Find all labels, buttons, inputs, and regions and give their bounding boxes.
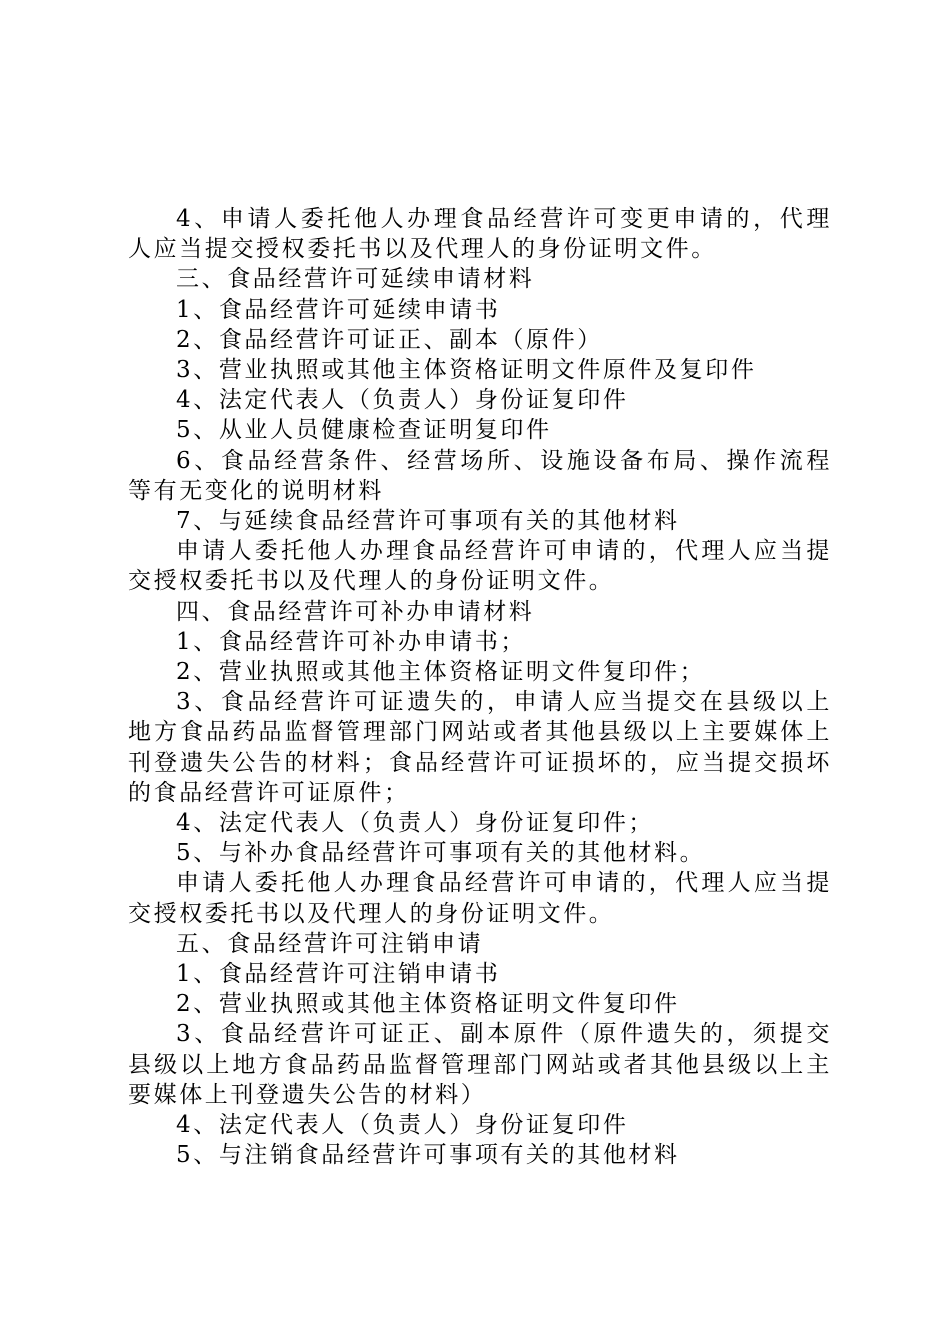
reissue-item-5: 5、与补办食品经营许可事项有关的其他材料。 [176, 840, 706, 867]
renewal-item-1: 1、食品经营许可延续申请书 [176, 296, 501, 323]
renewal-item-7: 7、与延续食品经营许可事项有关的其他材料 [176, 508, 680, 535]
cancellation-item-4: 4、法定代表人（负责人）身份证复印件 [176, 1112, 629, 1139]
renewal-item-3: 3、营业执照或其他主体资格证明文件原件及复印件 [176, 357, 757, 384]
reissue-item-3: 3、食品经营许可证遗失的，申请人应当提交在县级以上地方食品药品监督管理部门网站或者其他县级以上主要媒体上刊登遗失公告的材料；食品经营许可证损坏的，应当提交损坏的食品经营许可证原件； [128, 689, 832, 806]
renewal-agent-note: 申请人委托他人办理食品经营许可申请的，代理人应当提交授权委托书以及代理人的身份证明文件。 [128, 538, 832, 595]
cancellation-item-1: 1、食品经营许可注销申请书 [176, 961, 501, 988]
cancellation-item-2: 2、营业执照或其他主体资格证明文件复印件 [176, 991, 680, 1018]
reissue-item-1: 1、食品经营许可补办申请书； [176, 628, 527, 655]
cancellation-item-3: 3、食品经营许可证正、副本原件（原件遗失的，须提交县级以上地方食品药品监督管理部门网站或者其他县级以上主要媒体上刊登遗失公告的材料） [128, 1021, 832, 1108]
section-heading-cancellation: 五、食品经营许可注销申请 [176, 930, 484, 957]
cancellation-item-5: 5、与注销食品经营许可事项有关的其他材料 [176, 1142, 680, 1169]
renewal-item-6: 6、食品经营条件、经营场所、设施设备布局、操作流程等有无变化的说明材料 [128, 447, 832, 504]
reissue-item-4: 4、法定代表人（负责人）身份证复印件； [176, 810, 655, 837]
renewal-item-2: 2、食品经营许可证正、副本（原件） [176, 326, 603, 353]
section-heading-reissue: 四、食品经营许可补办申请材料 [176, 598, 535, 625]
document-body [128, 204, 832, 1171]
renewal-item-4: 4、法定代表人（负责人）身份证复印件 [176, 387, 629, 414]
renewal-item-5: 5、从业人员健康检查证明复印件 [176, 417, 552, 444]
paragraph-item-4-change-agent: 4、申请人委托他人办理食品经营许可变更申请的，代理人应当提交授权委托书以及代理人的身份证明文件。 [128, 206, 832, 263]
reissue-item-2: 2、营业执照或其他主体资格证明文件复印件； [176, 659, 706, 686]
section-heading-renewal: 三、食品经营许可延续申请材料 [176, 266, 535, 293]
reissue-agent-note: 申请人委托他人办理食品经营许可申请的，代理人应当提交授权委托书以及代理人的身份证明文件。 [128, 870, 832, 927]
